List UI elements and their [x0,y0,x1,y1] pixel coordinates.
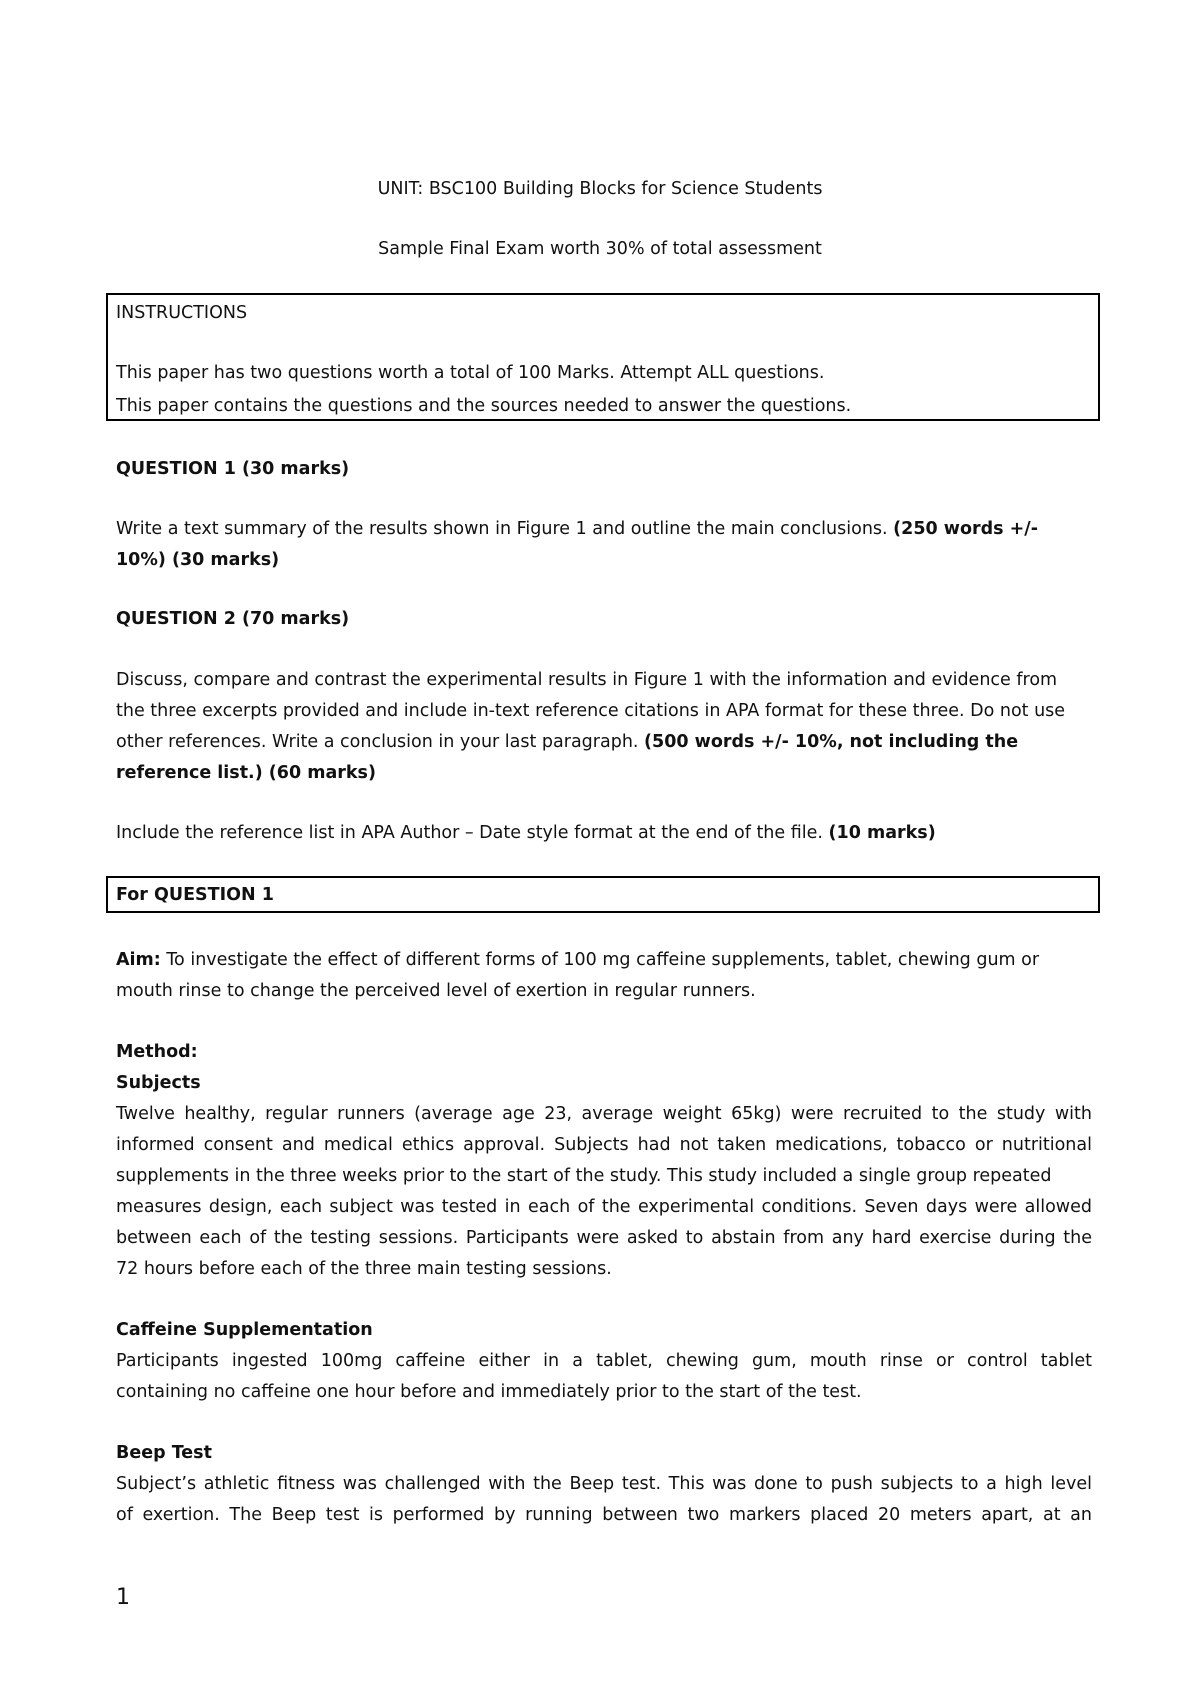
question-2-text: other references. Write a conclusion in your last paragraph. [116,732,645,752]
aim-text: To investigate the effect of different forms of 100 mg caffeine supplements, tablet, chewing gum or [160,950,1040,970]
question-2-word-limit: (500 words +/- 10%, not including the [644,732,1019,752]
subjects-heading: Subjects [116,1073,201,1093]
reference-list-instruction [116,822,936,844]
question-1-text-line-2: 10%) (30 marks) [116,550,280,570]
subjects-line: informed consent and medical ethics approval. Subjects had not taken medications, tobacco or nutritional [116,1135,1092,1155]
instructions-line-2: This paper contains the questions and the sources needed to answer the questions. [116,396,852,416]
subjects-line: supplements in the three weeks prior to the start of the study. This study included a single group repeated [116,1166,1052,1186]
beep-line: of exertion. The Beep test is performed by running between two markers placed 20 meters apart, at an [116,1505,1092,1525]
for-question-1-box [106,876,1100,913]
instructions-line-1: This paper has two questions worth a total of 100 Marks. Attempt ALL questions. [116,363,825,383]
subjects-line: measures design, each subject was tested in each of the experimental conditions. Seven days were allowed [116,1197,1092,1217]
question-2-line-4: reference list.) (60 marks) [116,763,376,783]
exam-subtitle: Sample Final Exam worth 30% of total assessment [378,239,822,259]
caffeine-line: Participants ingested 100mg caffeine either in a tablet, chewing gum, mouth rinse or control tablet [116,1351,1092,1371]
reference-list-text: Include the reference list in APA Author – Date style format at the end of the file. [116,823,829,843]
question-2-line-1: Discuss, compare and contrast the experimental results in Figure 1 with the information and evidence from [116,670,1058,690]
for-question-1-title: For QUESTION 1 [116,885,274,905]
beep-heading: Beep Test [116,1443,212,1463]
subjects-line: between each of the testing sessions. Participants were asked to abstain from any hard exercise during the [116,1228,1092,1248]
beep-line: Subject’s athletic fitness was challenged with the Beep test. This was done to push subjects to a high level [116,1474,1092,1494]
question-1-text-line-1 [116,518,1038,540]
instructions-title: INSTRUCTIONS [116,303,248,323]
question-2-line-3 [116,731,1018,753]
aim-line-2: mouth rinse to change the perceived level of exertion in regular runners. [116,981,756,1001]
question-1-heading: QUESTION 1 (30 marks) [116,459,350,479]
aim-label: Aim: [116,950,161,970]
instructions-box [106,293,1100,421]
unit-title: UNIT: BSC100 Building Blocks for Science Students [377,179,823,199]
caffeine-line: containing no caffeine one hour before and immediately prior to the start of the test. [116,1382,862,1402]
question-2-line-2: the three excerpts provided and include in-text reference citations in APA format for these three. Do not use [116,701,1066,721]
method-heading: Method: [116,1042,198,1062]
caffeine-heading: Caffeine Supplementation [116,1320,373,1340]
subjects-line: 72 hours before each of the three main testing sessions. [116,1259,612,1279]
question-2-heading: QUESTION 2 (70 marks) [116,609,350,629]
subjects-line: Twelve healthy, regular runners (average age 23, average weight 65kg) were recruited to the study with [116,1104,1092,1124]
aim-line-1 [116,949,1039,971]
question-1-text: Write a text summary of the results shown in Figure 1 and outline the main conclusions. [116,519,894,539]
reference-list-marks: (10 marks) [828,823,936,843]
page-number: 1 [116,1585,130,1610]
question-1-word-limit: (250 words +/- [893,519,1038,539]
